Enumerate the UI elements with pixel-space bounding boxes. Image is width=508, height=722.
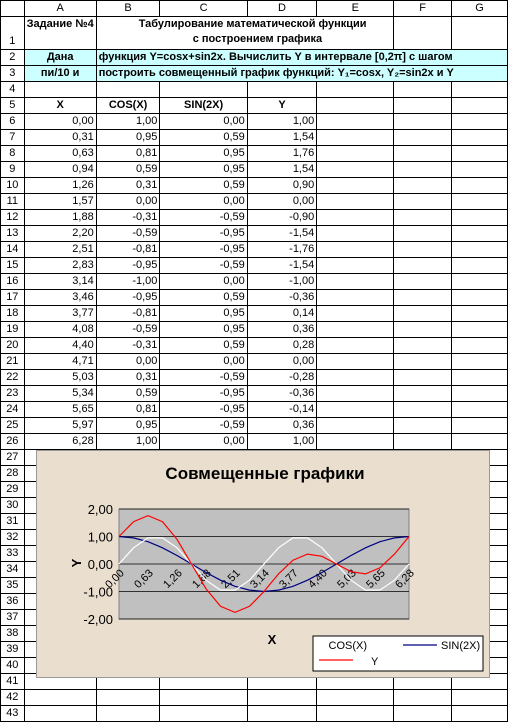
cell[interactable] [317,146,394,162]
cell-f1[interactable] [394,17,452,50]
cell-sin[interactable]: 0,59 [160,178,247,194]
y-tick-label: 1,00 [87,529,113,545]
cell[interactable] [317,162,394,178]
y-tick-label: -2,00 [83,612,113,627]
row-header[interactable]: 1 [1,17,25,50]
row-header[interactable]: 40 [1,658,25,674]
cell[interactable] [317,178,394,194]
cell-y[interactable]: -0,28 [247,370,316,386]
cell-sin[interactable]: 0,95 [160,146,247,162]
x-tick-label: 2,51 [219,567,243,591]
cell[interactable] [394,98,452,114]
cell-x[interactable]: 5,97 [24,418,96,434]
cell[interactable] [451,98,507,114]
row-header[interactable]: 25 [1,418,25,434]
row-header[interactable]: 41 [1,674,25,690]
legend-sin-label: SIN(2X) [441,640,481,652]
cell[interactable] [317,306,394,322]
row-header[interactable]: 7 [1,130,25,146]
cell[interactable] [317,226,394,242]
row-header[interactable]: 12 [1,210,25,226]
cell[interactable] [317,130,394,146]
row-header[interactable]: 20 [1,338,25,354]
header-y[interactable]: Y [247,98,316,114]
table-row [1,434,508,450]
row-header[interactable]: 10 [1,178,25,194]
row-header[interactable]: 31 [1,514,25,530]
table-row [1,290,508,306]
row-header[interactable]: 29 [1,482,25,498]
cell[interactable] [317,338,394,354]
cell[interactable] [451,226,507,242]
cell[interactable] [96,82,160,98]
table-row [1,242,508,258]
cell[interactable] [160,706,247,722]
cell-y[interactable]: -0,36 [247,290,316,306]
cell[interactable] [394,338,452,354]
cell[interactable] [451,194,507,210]
table-row [1,370,508,386]
cell-sin[interactable]: 0,00 [160,114,247,130]
cell[interactable] [394,690,452,706]
row-header[interactable]: 6 [1,114,25,130]
cell-x[interactable]: 6,28 [24,434,96,450]
cell-g1[interactable] [451,17,507,50]
cell[interactable] [317,322,394,338]
title-line-1: Табулирование математической функции [138,18,367,30]
cell-cos[interactable]: 0,59 [96,162,160,178]
cell[interactable] [451,322,507,338]
table-row [1,194,508,210]
x-tick-label: 3,77 [277,567,301,591]
cell-cos[interactable]: 0,81 [96,146,160,162]
cell-y[interactable]: -0,90 [247,210,316,226]
cell[interactable] [317,290,394,306]
row-header[interactable]: 32 [1,530,25,546]
table-row [1,354,508,370]
cell[interactable] [317,706,394,722]
cell[interactable] [394,386,452,402]
x-tick-label: 5,03 [335,567,359,591]
cell-a2[interactable]: Дана [24,50,96,66]
row-header[interactable]: 5 [1,98,25,114]
table-row [1,418,508,434]
cell[interactable] [317,194,394,210]
cell-sin[interactable]: -0,59 [160,258,247,274]
table-row [1,322,508,338]
cell-x[interactable]: 3,14 [24,274,96,290]
cell-y[interactable]: 1,54 [247,130,316,146]
cell-cos[interactable]: -0,31 [96,210,160,226]
cell-cos[interactable]: -0,81 [96,306,160,322]
cell[interactable] [394,146,452,162]
cell[interactable] [394,194,452,210]
row-header[interactable]: 26 [1,434,25,450]
cell-cos[interactable]: 0,31 [96,178,160,194]
legend-cos-label: COS(X) [328,640,367,652]
cell[interactable] [317,402,394,418]
cell-sin[interactable]: -0,59 [160,418,247,434]
cell[interactable] [451,386,507,402]
row-1 [1,17,508,50]
cell-a3[interactable]: пи/10 и [24,66,96,82]
cell-sin[interactable]: 0,00 [160,274,247,290]
cell-cos[interactable]: -0,59 [96,322,160,338]
cell-y[interactable]: 0,00 [247,194,316,210]
cell[interactable] [451,258,507,274]
row-header[interactable]: 33 [1,546,25,562]
cell[interactable] [394,418,452,434]
chart-title: Совмещенные графики [165,464,365,483]
cell[interactable] [451,242,507,258]
col-header-b[interactable]: B [96,1,160,17]
cell-x[interactable]: 0,00 [24,114,96,130]
col-header-g[interactable]: G [451,1,507,17]
cell-sin[interactable]: -0,59 [160,370,247,386]
title-line-2: с построением графика [192,33,323,45]
header-x[interactable]: X [24,98,96,114]
cell[interactable] [451,210,507,226]
table-row [1,402,508,418]
cell-cos[interactable]: 0,00 [96,194,160,210]
cell-x[interactable]: 5,34 [24,386,96,402]
x-axis-label: X [267,632,277,647]
cell-sin[interactable]: 0,95 [160,162,247,178]
row-header[interactable]: 28 [1,466,25,482]
cell-x[interactable]: 1,88 [24,210,96,226]
cell-sin[interactable]: 0,95 [160,322,247,338]
cell-cos[interactable]: 0,00 [96,354,160,370]
cell-sin[interactable]: 0,59 [160,290,247,306]
cell-y[interactable]: 0,36 [247,322,316,338]
cell-sin[interactable]: -0,95 [160,386,247,402]
cell[interactable] [451,290,507,306]
row-header[interactable]: 9 [1,162,25,178]
cell[interactable] [451,162,507,178]
header-sin[interactable]: SIN(2X) [160,98,247,114]
col-header-f[interactable]: F [394,1,452,17]
cell-sin[interactable]: 0,59 [160,130,247,146]
row-header[interactable]: 38 [1,626,25,642]
row-header[interactable]: 36 [1,594,25,610]
cell-y[interactable]: 0,36 [247,418,316,434]
column-header-row [1,1,508,17]
row-header[interactable]: 37 [1,610,25,626]
cell-y[interactable]: -0,14 [247,402,316,418]
chart-svg [37,451,489,677]
cell[interactable] [451,418,507,434]
cell-x[interactable]: 5,65 [24,402,96,418]
cell-cos[interactable]: -0,95 [96,290,160,306]
cell[interactable] [247,706,316,722]
cell-x[interactable]: 0,31 [24,130,96,146]
row-5 [1,98,508,114]
col-header-c[interactable]: C [160,1,247,17]
row-header[interactable]: 19 [1,322,25,338]
x-tick-label: 5,65 [364,567,388,591]
cell[interactable] [317,418,394,434]
cell-sin[interactable]: -0,95 [160,226,247,242]
y-axis-label: Y [69,558,84,568]
row-header[interactable]: 27 [1,450,25,466]
cell[interactable] [394,162,452,178]
cell-x[interactable]: 1,57 [24,194,96,210]
row-header[interactable]: 13 [1,226,25,242]
cell[interactable] [317,434,394,450]
cell-x[interactable]: 1,26 [24,178,96,194]
cell[interactable] [96,706,160,722]
cell-x[interactable]: 0,94 [24,162,96,178]
cell-b3[interactable]: построить совмещенный график функций: Y₁=cosx, Y₂=sin2x и Y [96,66,507,82]
cell[interactable] [317,370,394,386]
table-row [1,386,508,402]
cell-cos[interactable]: 0,95 [96,418,160,434]
row-header[interactable]: 3 [1,66,25,82]
cell[interactable] [394,402,452,418]
x-tick-label: 6,28 [393,567,417,591]
cell[interactable] [451,402,507,418]
cell[interactable] [394,706,452,722]
cell[interactable] [451,338,507,354]
cell[interactable] [317,210,394,226]
cell[interactable] [96,690,160,706]
col-header-a[interactable]: A [24,1,96,17]
row-header[interactable]: 39 [1,642,25,658]
x-tick-label: 4,40 [306,567,330,591]
row-header[interactable]: 15 [1,258,25,274]
cell[interactable] [24,706,96,722]
cell-b2[interactable]: функция Y=cosx+sin2x. Вычислить Y в интервале [0,2π] с шагом [96,50,507,66]
cell[interactable] [160,690,247,706]
cell-y[interactable]: 1,00 [247,114,316,130]
cell[interactable] [394,370,452,386]
cell[interactable] [451,690,507,706]
row-header[interactable]: 42 [1,690,25,706]
table-row [1,690,508,706]
cell[interactable] [394,354,452,370]
cell[interactable] [24,82,96,98]
row-header[interactable]: 2 [1,50,25,66]
x-tick-label: 3,14 [248,567,272,591]
cell-y[interactable]: 1,54 [247,162,316,178]
cell-cos[interactable]: 0,59 [96,386,160,402]
cell[interactable] [451,82,507,98]
cell-x[interactable]: 0,63 [24,146,96,162]
row-header[interactable]: 43 [1,706,25,722]
cell-cos[interactable]: 0,31 [96,370,160,386]
row-header[interactable]: 16 [1,274,25,290]
y-tick-label: 2,00 [87,502,113,517]
row-header[interactable]: 24 [1,402,25,418]
row-header[interactable]: 22 [1,370,25,386]
cell-sin[interactable]: 0,00 [160,194,247,210]
cell-a1[interactable]: Задание №4 [24,17,96,50]
cell-x[interactable]: 3,46 [24,290,96,306]
cell-y[interactable]: 1,76 [247,146,316,162]
cell[interactable] [247,82,316,98]
cell-y[interactable]: -1,76 [247,242,316,258]
cell-cos[interactable]: -0,59 [96,226,160,242]
cell[interactable] [451,354,507,370]
cell-sin[interactable]: 0,95 [160,306,247,322]
cell[interactable] [394,178,452,194]
cell[interactable] [394,258,452,274]
cell[interactable] [317,98,394,114]
y-tick-label: -1,00 [83,584,113,600]
cell[interactable] [317,274,394,290]
col-header-d[interactable]: D [247,1,316,17]
row-header[interactable]: 11 [1,194,25,210]
table-row [1,114,508,130]
cell-cos[interactable]: -0,95 [96,258,160,274]
cell[interactable] [394,226,452,242]
cell-x[interactable]: 2,51 [24,242,96,258]
row-header[interactable]: 4 [1,82,25,98]
table-row [1,226,508,242]
row-header[interactable]: 34 [1,562,25,578]
cell[interactable] [451,434,507,450]
cell-sin[interactable]: -0,95 [160,242,247,258]
header-cos[interactable]: COS(X) [96,98,160,114]
row-header[interactable]: 18 [1,306,25,322]
cell[interactable] [394,290,452,306]
cell[interactable] [394,114,452,130]
table-row [1,274,508,290]
cell-y[interactable]: 0,28 [247,338,316,354]
cell-x[interactable]: 4,71 [24,354,96,370]
cell-sin[interactable]: 0,00 [160,434,247,450]
cell-cos[interactable]: 0,95 [96,130,160,146]
cell-x[interactable]: 5,03 [24,370,96,386]
row-header[interactable]: 35 [1,578,25,594]
cell-cos[interactable]: -0,31 [96,338,160,354]
cell[interactable] [317,354,394,370]
cell[interactable] [451,178,507,194]
row-header[interactable]: 30 [1,498,25,514]
legend-y-label: Y [371,656,379,668]
cell[interactable] [451,274,507,290]
cell[interactable] [394,130,452,146]
x-tick-label: 1,88 [190,567,214,591]
cell-cos[interactable]: 0,81 [96,402,160,418]
cell[interactable] [394,242,452,258]
cell-y[interactable]: -0,36 [247,386,316,402]
cell-sin[interactable]: -0,95 [160,402,247,418]
cell[interactable] [317,386,394,402]
cell[interactable] [317,114,394,130]
cell[interactable] [317,242,394,258]
cell-title[interactable] [96,17,394,50]
cell[interactable] [394,82,452,98]
cell[interactable] [394,210,452,226]
cell-y[interactable]: 1,00 [247,434,316,450]
row-header[interactable]: 8 [1,146,25,162]
cell-x[interactable]: 2,20 [24,226,96,242]
row-3 [1,66,508,82]
cell-x[interactable]: 4,40 [24,338,96,354]
cell-cos[interactable]: -0,81 [96,242,160,258]
cell[interactable] [394,306,452,322]
cell-cos[interactable]: 1,00 [96,114,160,130]
cell-y[interactable]: 0,90 [247,178,316,194]
cell[interactable] [317,690,394,706]
row-4 [1,82,508,98]
col-header-e[interactable]: E [317,1,394,17]
row-header[interactable]: 21 [1,354,25,370]
cell[interactable] [394,434,452,450]
x-tick-label: 0,00 [103,567,127,591]
cell-x[interactable]: 2,83 [24,258,96,274]
cell-sin[interactable]: 0,59 [160,338,247,354]
cell-sin[interactable]: -0,59 [160,210,247,226]
select-all-corner[interactable] [1,1,25,17]
cell[interactable] [394,274,452,290]
table-row [1,338,508,354]
legend [313,636,483,671]
cell-x[interactable]: 3,77 [24,306,96,322]
cell[interactable] [24,690,96,706]
combined-chart[interactable] [36,450,490,678]
x-tick-label: 0,63 [132,567,156,591]
row-header[interactable]: 17 [1,290,25,306]
cell-y[interactable]: -1,54 [247,258,316,274]
cell-x[interactable]: 4,08 [24,322,96,338]
cell[interactable] [451,146,507,162]
cell[interactable] [160,82,247,98]
table-row [1,162,508,178]
cell-y[interactable]: 0,14 [247,306,316,322]
cell-y[interactable]: -1,54 [247,226,316,242]
table-row [1,706,508,722]
table-row [1,178,508,194]
table-row [1,146,508,162]
cell-y[interactable]: -1,00 [247,274,316,290]
table-row [1,210,508,226]
cell-sin[interactable]: 0,00 [160,354,247,370]
cell-cos[interactable]: -1,00 [96,274,160,290]
table-row [1,130,508,146]
cell[interactable] [451,370,507,386]
table-row [1,306,508,322]
cell-cos[interactable]: 1,00 [96,434,160,450]
row-2 [1,50,508,66]
cell[interactable] [451,114,507,130]
table-row [1,258,508,274]
row-header[interactable]: 14 [1,242,25,258]
row-header[interactable]: 23 [1,386,25,402]
cell-y[interactable]: 0,00 [247,354,316,370]
cell[interactable] [451,706,507,722]
cell[interactable] [247,690,316,706]
cell[interactable] [451,130,507,146]
cell[interactable] [317,258,394,274]
cell[interactable] [317,82,394,98]
x-tick-label: 1,26 [161,567,185,591]
y-tick-label: 0,00 [87,557,113,572]
cell[interactable] [451,306,507,322]
cell[interactable] [394,322,452,338]
